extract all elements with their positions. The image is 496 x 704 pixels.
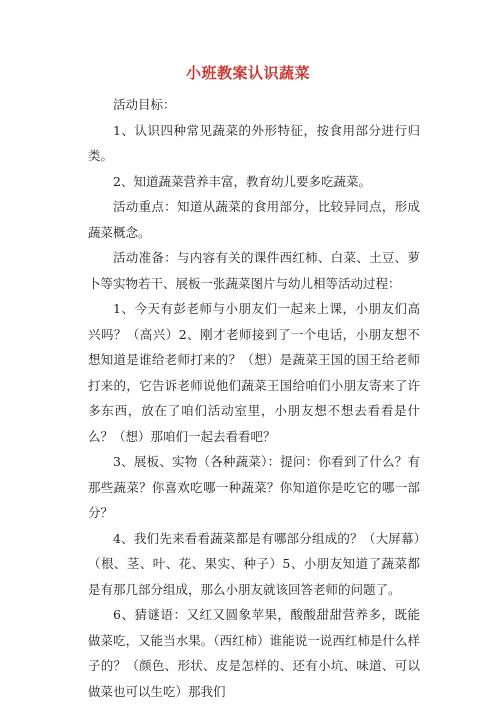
paragraph-preparation: 活动准备：与内容有关的课件西红柿、白菜、土豆、萝卜等实物若干、展板一张蔬菜图片与幼儿相等活动过程： <box>88 250 420 291</box>
paragraph-key-points: 活动重点：知道从蔬菜的食用部分，比较异同点，形成蔬菜概念。 <box>88 199 420 240</box>
document-title: 小班教案认识蔬菜 <box>185 64 310 82</box>
paragraph-goal-1: 1、认识四种常见蔬菜的外形特征，按食用部分进行归类。 <box>88 122 420 163</box>
paragraph-step-1-2: 1、今天有彭老师与小朋友们一起来上课，小朋友们高兴吗？（高兴）2、刚才老师接到了一个电话，小朋友想不想知道是谁给老师打来的？（想）是蔬菜王国的国王给老师打来的，它告诉老师说他们蔬菜王国给咱们小朋友寄来了许多东西，放在了咱们活动室里，小朋友想不想去看看是什么？（想）那咱们一起去看看吧？ <box>88 301 420 444</box>
document-body <box>88 92 420 704</box>
paragraph-step-4-5: 4、我们先来看看蔬菜都是有哪部分组成的？（大屏幕）（根、茎、叶、花、果实、种子）5、小朋友知道了蔬菜都是有那几部分组成，那么小朋友就该回答老师的问题了。 <box>88 530 420 597</box>
paragraph-goal-2: 2、知道蔬菜营养丰富，教育幼儿要多吃蔬菜。 <box>113 173 371 189</box>
paragraph-activity-goals: 活动目标： <box>113 97 176 112</box>
paragraph-step-6: 6、猜谜语：又红又圆象苹果，酸酸甜甜营养多，既能做菜吃，又能当水果。（西红柿）谁能说一说西红柿是什么样子的？（颜色、形状、皮是怎样的、还有小坑、味道、可以做菜也可以生吃）那我们 <box>88 607 420 699</box>
paragraph-step-3: 3、展板、实物（各种蔬菜）：提问：你看到了什么？有那些蔬菜？你喜欢吃哪一种蔬菜？你知道你是吃它的哪一部分？ <box>88 454 420 520</box>
